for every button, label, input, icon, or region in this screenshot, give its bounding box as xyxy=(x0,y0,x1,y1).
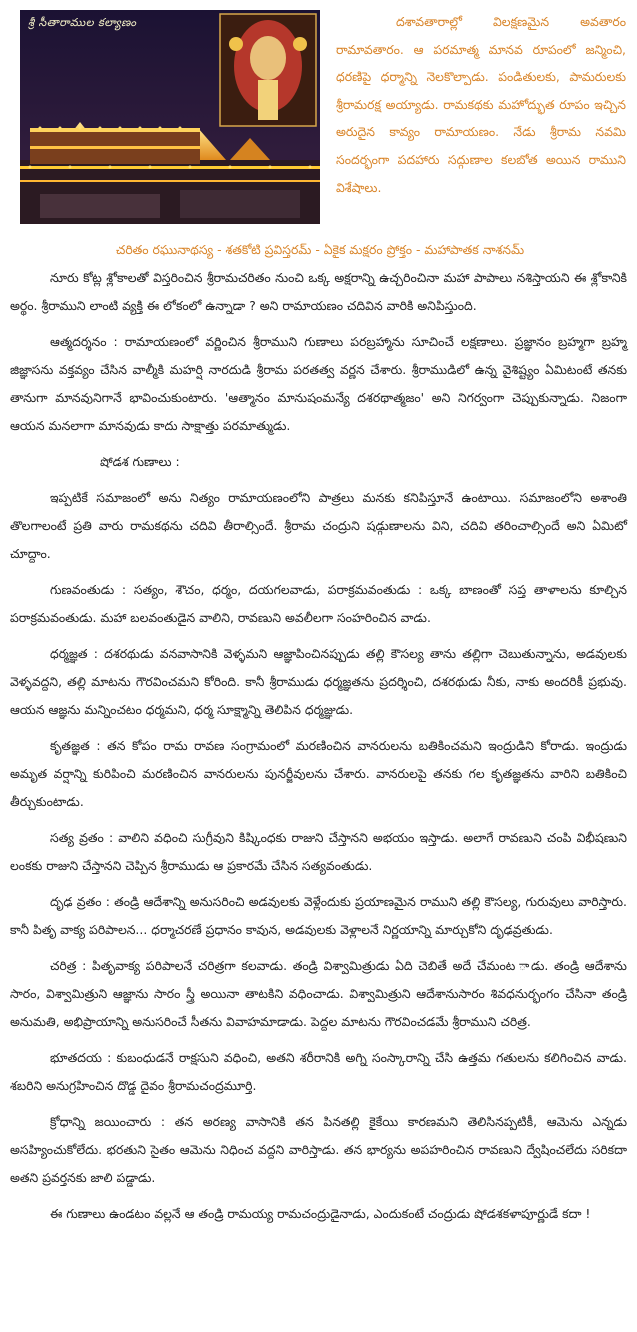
paragraph-conclusion: ఈ గుణాలు ఉండటం వల్లనే ఆ తండ్రి రామయ్య రామచంద్రుడైనాడు, ఎందుకంటే చంద్రుడు షోడశకళాపూర్ణుడే కదా ! xyxy=(50,1206,591,1221)
paragraph-satya-vratam: సత్య వ్రతం : వాలిని వధించి సుగ్రీవుని కిష్కింధకు రాజుని చేస్తానని అభయం ఇస్తాడు. అలాగే రావణుని చంపి విభీషణుని లంకకు రాజుని చేస్తానని చెప్పిన శ్రీరాముడు ఆ ప్రకారమే చేసిన సత్యవంతుడు. xyxy=(10,830,627,873)
paragraph-intro-gunas: ఇప్పటికే సమాజంలో అను నిత్యం రామాయణంలోని పాత్రలు మనకు కనిపిస్తూనే ఉంటాయి. సమాజంలోని అశాంతి తొలగాలంటే ప్రతి వారు రామకథను చదివి తీరాల్సిందే. శ్రీరామ చంద్రుని షడ్గుణాలను విని, చదివి తరించాల్సిందే అని ఏమిటో చూద్దాం. xyxy=(10,490,627,561)
intro-text: దశావతారాల్లో విలక్షణమైన అవతారం రామావతారం. ఆ పరమాత్మ మానవ రూపంలో జన్మించి, ధరణిపై ధర్మాన్ని నెలకొల్పాడు. పండితులకు, పామరులకు శ్రీరామరక్ష అయ్యాడు. రామకథకు మహోద్భుత రూపం ఇచ్చిన అరుదైన కావ్యం రామాయణం. నేడు శ్రీరామ నవమి సందర్భంగా పదహారు సద్గుణాల కలబోత అయిన రాముని విశేషాలు. xyxy=(336,14,626,195)
temple-illustration xyxy=(20,10,320,224)
article-body xyxy=(10,264,627,1236)
shloka-line: చరితం రఘునాథస్య - శతకోటి ప్రవిస్తరమ్ - ఏకైక మక్షరం ప్రోక్తం - మహాపాతక నాశనమ్ xyxy=(115,242,525,257)
paragraph-dharmajnata: ధర్మజ్ఞత : దశరథుడు వనవాసానికి వెళ్ళమని ఆజ్ఞాపించినప్పుడు తల్లి కౌసల్య తాను తల్లిగా చెబుతున్నాను, అడవులకు వెళ్ళవద్దని, తల్లి మాటను గౌరవించమని కోరింది. కానీ శ్రీరాముడు ధర్మజ్ఞతను ప్రదర్శించి, దశరథుడు నీకు, నాకు అందరికీ ప్రభువు. ఆయన ఆజ్ఞను మన్నించటం ధర్మమని, ధర్మ సూక్ష్మాన్ని తెలిపిన ధర్మజ్ఞుడు. xyxy=(10,646,627,717)
paragraph-1: నూరు కోట్ల శ్లోకాలతో విస్తరించిన శ్రీరామచరితం నుంచి ఒక్క అక్షరాన్ని ఉచ్చరించినా మహా పాపాలు నశిస్తాయని ఈ శ్లోకానికి అర్థం. శ్రీరాముని లాంటి వ్యక్తి ఈ లోకంలో ఉన్నాడా ? అని రామాయణం చదివిన వారికి అనిపిస్తుంది. xyxy=(10,270,627,313)
paragraph-gunavantudu: గుణవంతుడు : సత్యం, శౌచం, ధర్మం, దయగలవాడు, పరాక్రమవంతుడు : ఒక్క బాణంతో సప్త తాళాలను కూల్చిన పరాక్రమవంతుడు. మహా బలవంతుడైన వాలిని, రావణుని అవలీలగా సంహరించిన వాడు. xyxy=(10,582,627,625)
paragraph-bhutadaya: భూతదయ : కుబంధుడనే రాక్షసుని వధించి, అతని శరీరానికి అగ్ని సంస్కారాన్ని చేసి ఉత్తమ గతులను కలిగించిన వాడు. శబరిని అనుగ్రహించిన దొడ్డ దైవం శ్రీరామచంద్రమూర్తి. xyxy=(10,1050,627,1093)
paragraph-krodham: క్రోధాన్ని జయించారు : తన అరణ్య వాసానికి తన పినతల్లి కైకేయి కారణమని తెలిసినప్పటికీ, ఆమెను ఎన్నడు అసహ్యించుకోలేదు. భరతుని సైతం ఆమెను నిధించ వద్దని వారిస్తాడు. తన భార్యను అపహరించిన రావణుని ద్వేషించలేదు సరికదా అతని ప్రవర్తనకు జాలి పడ్డాడు. xyxy=(10,1114,627,1185)
temple-photo xyxy=(20,10,320,224)
paragraph-charitra: చరిత్ర : పితృవాక్య పరిపాలనే చరిత్రగా కలవాడు. తండ్రి విశ్వామిత్రుడు ఏది చెబితే అదే చేమంట ాడు. తండ్రి ఆదేశాను సారం, విశ్వామిత్రుని ఆజ్ఞాను సారం స్త్రీ అయినా తాటకిని వధించాడు. విశ్వామిత్రుని ఆదేశానుసారం శివధనుర్భంగం చేసినా తండ్రి అనుమతి, అభిప్రాయాన్ని అనుసరించే సీతను వివాహమాడాడు. పెద్దల మాటను గౌరవించడమే శ్రీరాముని చరిత్ర. xyxy=(10,958,627,1029)
paragraph-drudha-vratam: దృఢ వ్రతం : తండ్రి ఆదేశాన్ని అనుసరించి అడవులకు వెళ్లేందుకు ప్రయాణమైన రాముని తల్లి కౌసల్య, గురువులు వారిస్తారు. కానీ పితృ వాక్య పరిపాలన... ధర్మాచరణే ప్రధానం కావున, అడవులకు వెళ్లాలనే నిర్ణయాన్ని మార్చుకోని దృఢవ్రతుడు. xyxy=(10,894,627,937)
section-heading-shodasha: షోడశ గుణాలు : xyxy=(100,454,180,469)
paragraph-atmadarshanam: ఆత్మదర్శనం : రామాయణంలో వర్ణించిన శ్రీరాముని గుణాలు పరబ్రహ్మాను సూచించే లక్షణాలు. ప్రజ్ఞానం బ్రహ్మగా బ్రహ్మ జిజ్ఞాసను వక్తవ్యం చేసిన వాల్మీకి మహర్షి నారదుడి శ్రీరామ పరతత్వ వర్ణన చేశారు. శ్రీరాముడిలో ఉన్న వైశిష్ట్యం ఏమిటంటే తనకు తానుగా మానవునిగానే భావించుకుంటారు. 'ఆత్మానం మానుషంమన్యే దశరథాత్మజం' అని నిగర్వంగా చెప్పుకున్నాడు. నిజంగా ఆయన మనలాగా మానవుడు కాదు సాక్షాత్తు పరమాత్ముడు. xyxy=(10,334,627,433)
photo-caption: శ్రీ సీతారాముల కల్యాణం xyxy=(28,16,137,29)
paragraph-krutajnata: కృతజ్ఞత : తన కోపం రామ రావణ సంగ్రామంలో మరణించిన వానరులను బతికించమని ఇంద్రుడిని కోరాడు. ఇంద్రుడు అమృత వర్షాన్ని కురిపించి మరణించిన వానరులను పునర్జీవులను చేశారు. వానరులపై తనకు గల కృతజ్ఞతను వారిని బతికించి తీర్చుకుంటాడు. xyxy=(10,738,627,809)
